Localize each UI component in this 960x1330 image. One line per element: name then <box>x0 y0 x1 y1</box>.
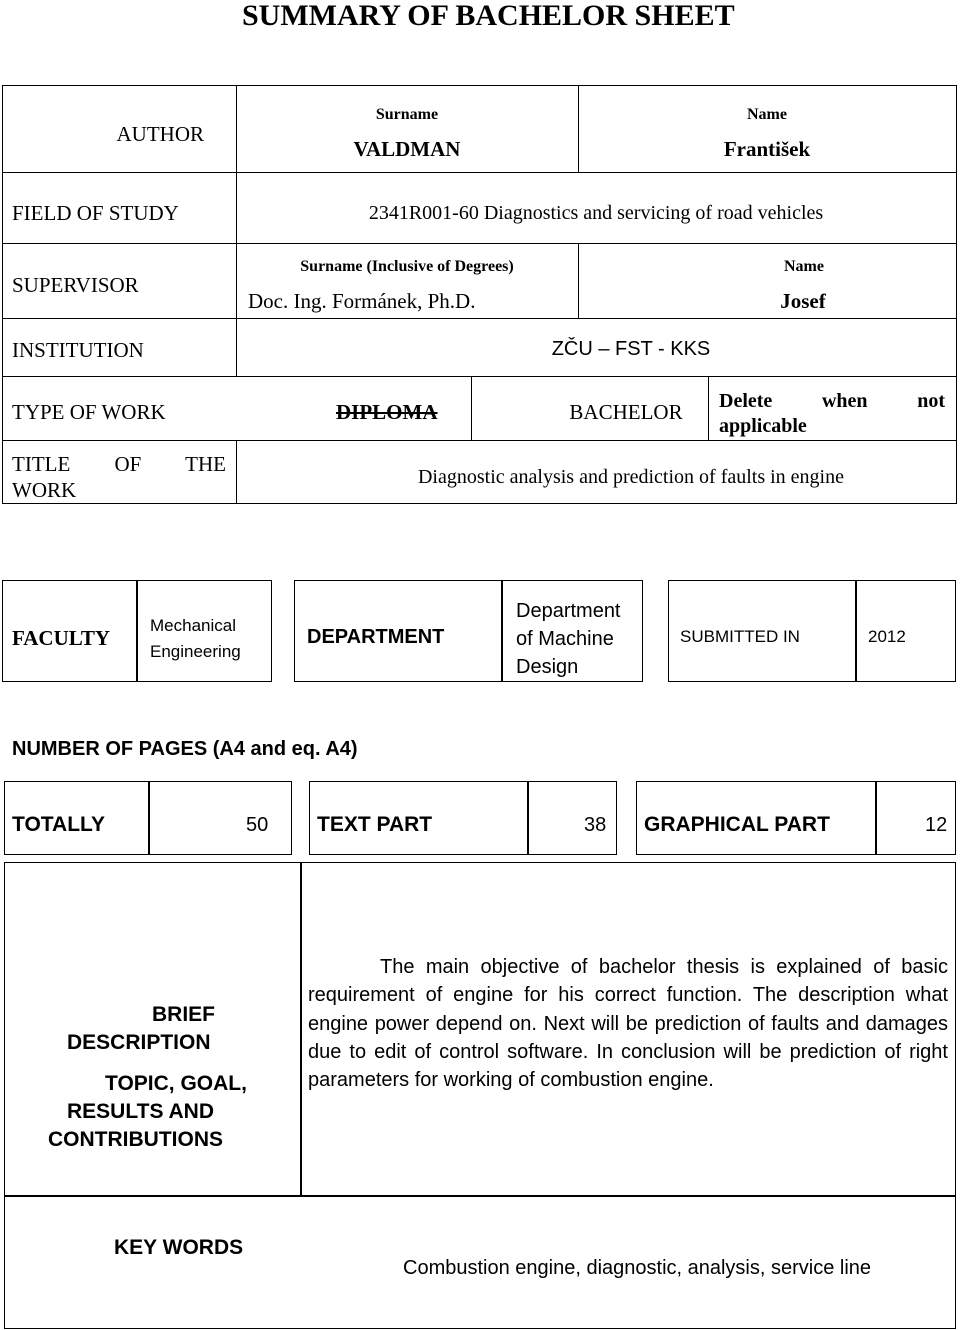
faculty-label: FACULTY <box>12 626 111 650</box>
supervisor-label: SUPERVISOR <box>12 273 139 297</box>
field-of-study-value: 2341R001-60 Diagnostics and servicing of road vehicles <box>368 202 824 224</box>
author-surname-label: Surname <box>375 106 439 123</box>
text-part-value: 38 <box>584 814 607 836</box>
supervisor-name: Josef <box>780 289 826 313</box>
graphical-part-value: 12 <box>925 814 948 836</box>
author-label: AUTHOR <box>116 122 204 146</box>
totally-value: 50 <box>246 814 269 836</box>
type-bachelor: BACHELOR <box>569 400 683 424</box>
pages-heading: NUMBER OF PAGES (A4 and eq. A4) <box>12 738 358 760</box>
author-name-label: Name <box>747 106 787 123</box>
field-of-study-label: FIELD OF STUDY <box>12 201 179 225</box>
title-of-work-label-line2: WORK <box>12 478 77 502</box>
faculty-value-line1: Mechanical <box>150 616 236 635</box>
institution-label: INSTITUTION <box>12 338 144 362</box>
institution-value: ZČU – FST - KKS <box>551 338 711 360</box>
title-of-work-label-line1: TITLE OF THE <box>12 452 226 476</box>
department-label: DEPARTMENT <box>307 626 445 648</box>
type-note-line1: Delete when not <box>719 390 945 412</box>
author-name: František <box>723 137 811 161</box>
description-label-line1a: BRIEF <box>152 1003 215 1026</box>
keywords-value: Combustion engine, diagnostic, analysis, service line <box>403 1257 872 1279</box>
text-part-label: TEXT PART <box>317 813 433 836</box>
type-note-line2: applicable <box>719 415 807 437</box>
department-value-line3: Design <box>516 656 579 678</box>
submitted-label: SUBMITTED IN <box>680 627 800 646</box>
supervisor-surname: Doc. Ing. Formánek, Ph.D. <box>248 289 476 313</box>
faculty-value-line2: Engineering <box>150 642 241 661</box>
page-title: SUMMARY OF BACHELOR SHEET <box>242 0 735 32</box>
department-value-line1: Department <box>516 600 621 622</box>
description-label-line2a: TOPIC, GOAL, <box>105 1072 247 1095</box>
supervisor-name-label: Name <box>784 258 824 275</box>
department-value-line2: of Machine <box>516 628 614 650</box>
title-of-work-value: Diagnostic analysis and prediction of faults in engine <box>417 466 844 488</box>
keywords-label: KEY WORDS <box>114 1236 244 1259</box>
type-diploma: DIPLOMA <box>336 400 438 424</box>
description-label-line2b: RESULTS AND <box>67 1100 214 1123</box>
description-label-line1b: DESCRIPTION <box>67 1031 211 1054</box>
supervisor-surname-label: Surname (Inclusive of Degrees) <box>300 258 514 275</box>
graphical-part-label: GRAPHICAL PART <box>644 813 830 836</box>
totally-label: TOTALLY <box>12 813 105 836</box>
author-surname: VALDMAN <box>353 137 461 161</box>
description-text: The main objective of bachelor thesis is explained of basic requirement of engine for his correct function. The description what engine power depend on. Next will be prediction of faults and damages due to edit of control software. In conclusion will be prediction of right parameters for working of combustion engine. <box>308 956 948 1092</box>
description-label-line2c: CONTRIBUTIONS <box>48 1128 223 1151</box>
submitted-value: 2012 <box>868 627 906 646</box>
type-of-work-label: TYPE OF WORK <box>12 400 166 424</box>
